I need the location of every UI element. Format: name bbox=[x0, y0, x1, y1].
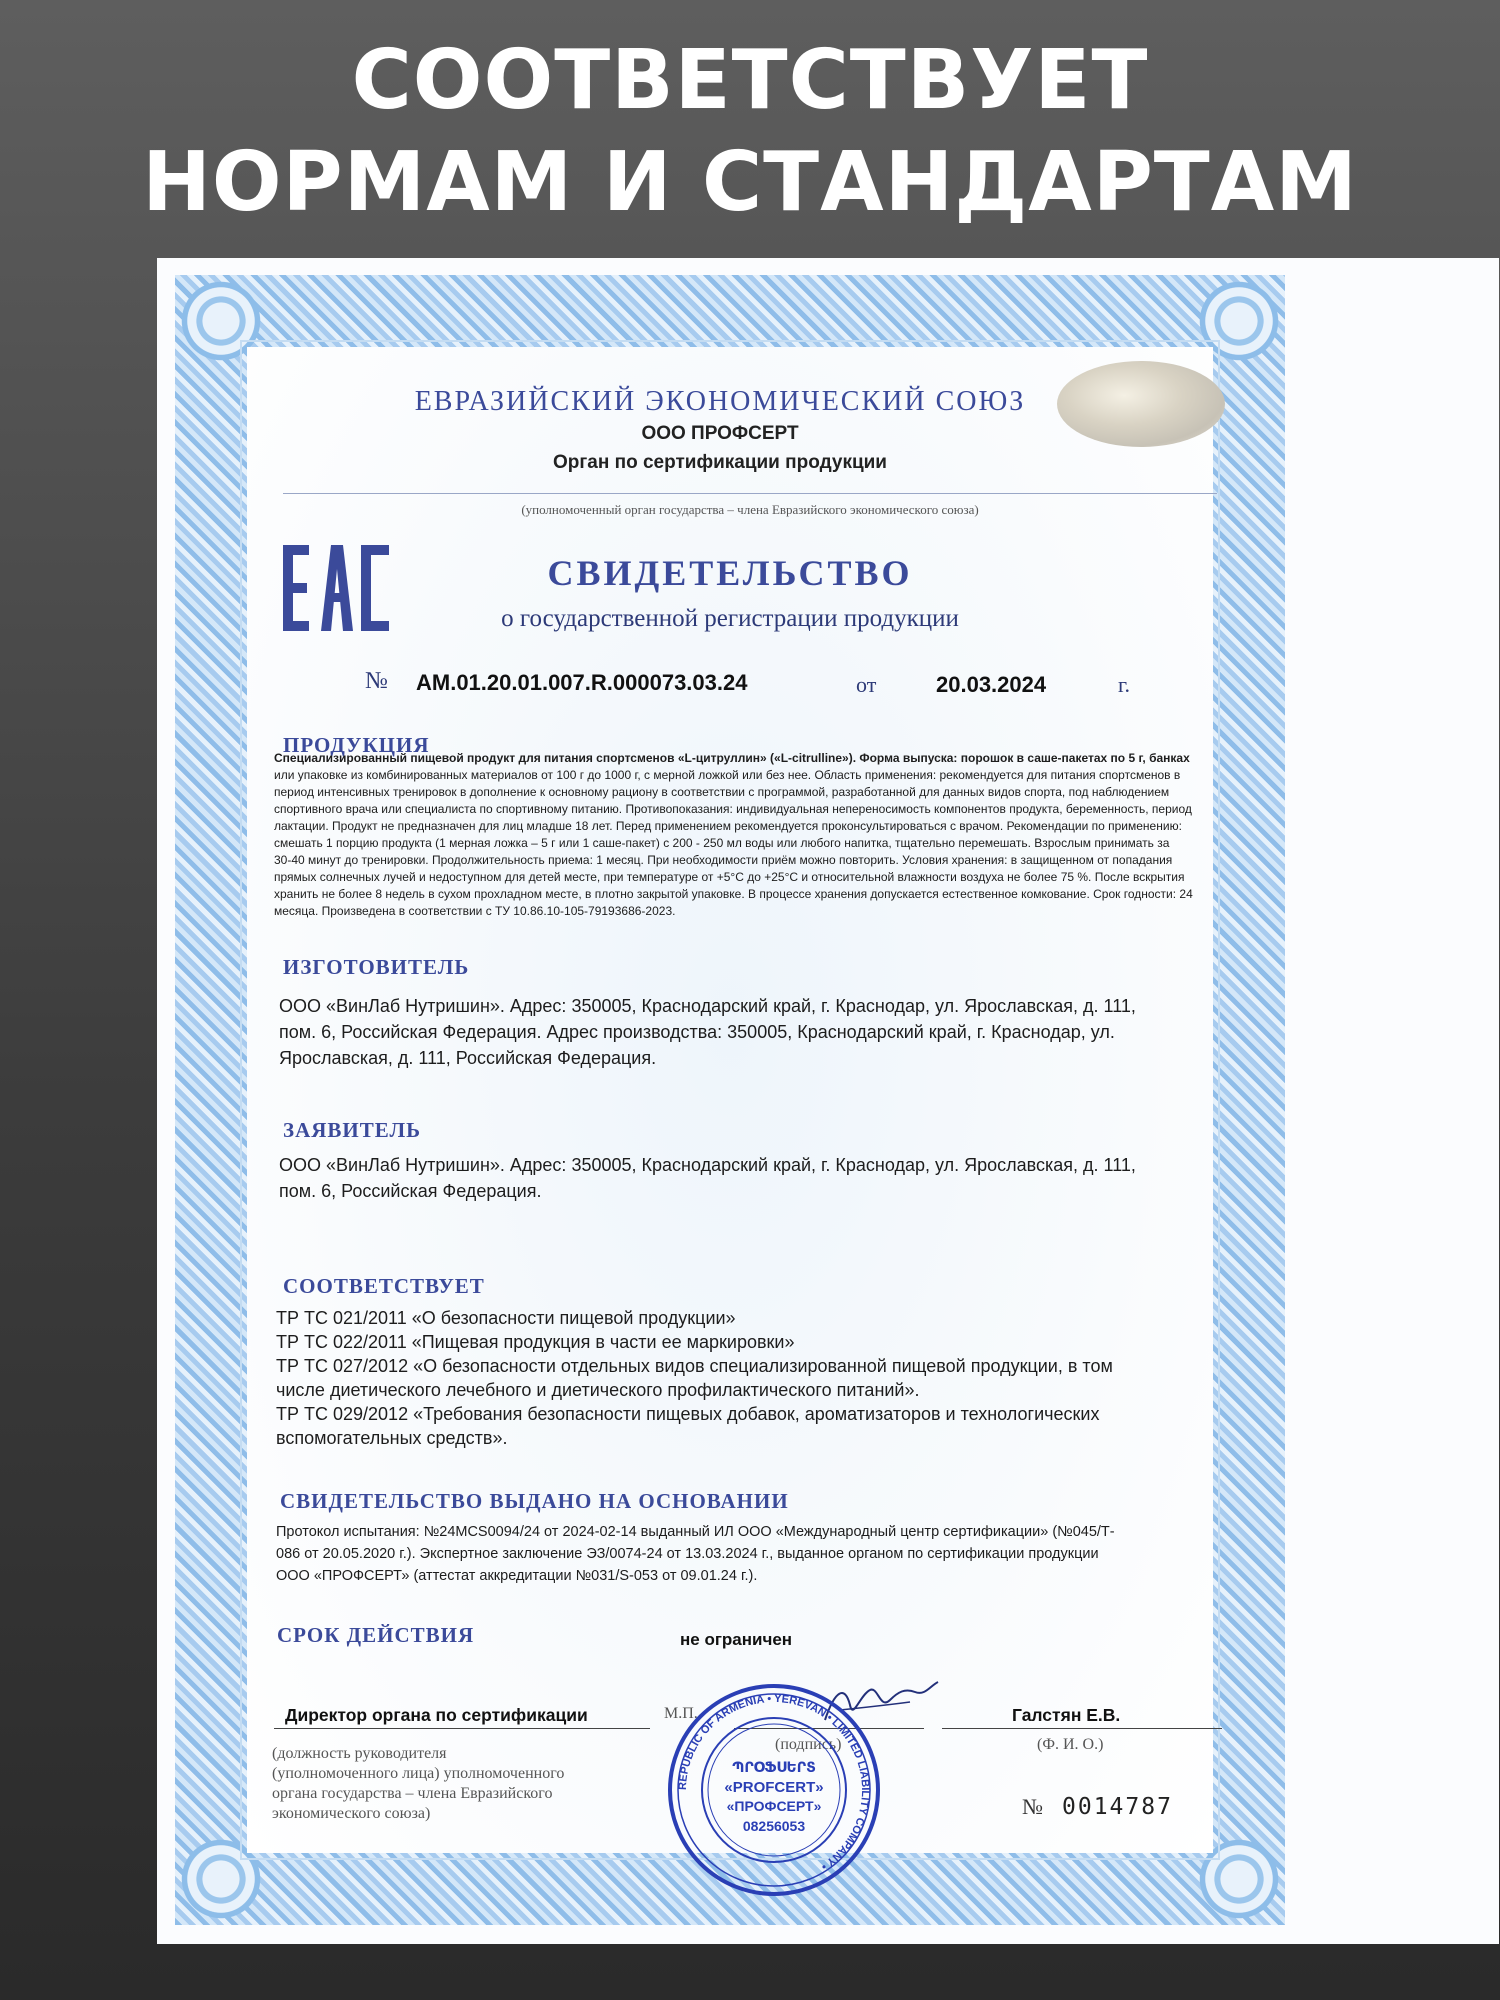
signature-caption: (подпись) bbox=[775, 1736, 842, 1753]
manufacturer-line: пом. 6, Российская Федерация. Адрес производства: 350005, Краснодарский край, г. Краснодар, ул. bbox=[279, 1022, 1115, 1042]
regulation-item: вспомогательных средств». bbox=[276, 1428, 508, 1448]
year-suffix: г. bbox=[1118, 672, 1131, 697]
certificate-number: AM.01.20.01.007.R.000073.03.24 bbox=[416, 670, 748, 695]
seal-number: 08256053 bbox=[742, 1818, 806, 1834]
regulation-item: ТР ТС 022/2011 «Пищевая продукция в части ее маркировки» bbox=[276, 1332, 795, 1352]
position-underline bbox=[274, 1728, 650, 1729]
validity-heading: СРОК ДЕЙСТВИЯ bbox=[277, 1623, 475, 1647]
product-heading: ПРОДУКЦИЯ bbox=[283, 733, 430, 757]
banner-line-1: СООТВЕТСТВУЕТ bbox=[351, 33, 1149, 128]
name-underline bbox=[942, 1728, 1222, 1729]
director-position: Директор органа по сертификации bbox=[285, 1705, 588, 1725]
seal-latin-name: «PROFCERT» bbox=[724, 1779, 824, 1796]
seal-armenian-name: ՊՐՕՖՍԵՐՏ bbox=[732, 1760, 816, 1776]
validity-value: не ограничен bbox=[680, 1630, 793, 1649]
position-caption bbox=[272, 1744, 652, 1824]
promo-banner bbox=[0, 30, 1500, 234]
product-line: месяца. Произведена в соответствии с ТУ 10.86.10-105-79193686-2023. bbox=[274, 904, 676, 918]
basis-line: ООО «ПРОФСЕРТ» (аттестат аккредитации №031/S-053 от 09.01.24 г.). bbox=[276, 1568, 758, 1584]
product-line: или упаковке из комбинированных материалов от 100 г до 1000 г, с мерной ложкой или без нее. Область применения: рекомендуется для питания спортсменов в bbox=[274, 768, 1181, 782]
product-line: Специализированный пищевой продукт для питания спортсменов «L-цитруллин» («L-citrulline»). Форма выпуска: порошок в саше-пакетах по 5 г, банках bbox=[274, 751, 1190, 765]
basis-line: 086 от 20.05.2020 г.). Экспертное заключение ЭЗ/0074-24 от 13.03.2024 г., выданное органом по сертификации продукции bbox=[276, 1546, 1099, 1562]
certificate-subtitle: о государственной регистрации продукции bbox=[501, 605, 959, 632]
product-line: 30-40 минут до тренировки. Продолжительность приема: 1 месяц. При необходимости приём можно повторить. Условия хранения: в защищенном от попадания bbox=[274, 853, 1173, 867]
date-label: от bbox=[856, 672, 877, 697]
certificate-title: СВИДЕТЕЛЬСТВО bbox=[547, 553, 913, 593]
applicant-line: ООО «ВинЛаб Нутришин». Адрес: 350005, Краснодарский край, г. Краснодар, ул. Ярославская, д. 111, bbox=[279, 1155, 1136, 1175]
manufacturer-line: ООО «ВинЛаб Нутришин». Адрес: 350005, Краснодарский край, г. Краснодар, ул. Ярославская, д. 111, bbox=[279, 996, 1136, 1016]
position-caption-line: (должность руководителя bbox=[272, 1745, 447, 1762]
header-caption: (уполномоченный орган государства – члена Евразийского экономического союза) bbox=[521, 502, 979, 517]
union-title: ЕВРАЗИЙСКИЙ ЭКОНОМИЧЕСКИЙ СОЮЗ bbox=[414, 386, 1026, 417]
basis-line: Протокол испытания: №24MCS0094/24 от 2024-02-14 выданный ИЛ ООО «Международный центр сертификации» (№045/Т- bbox=[276, 1524, 1115, 1540]
product-line: хранить не более 8 недель в сухом прохладном месте, в плотно закрытой упаковке. В процессе хранения допускается естественное комкование. Срок годности: 24 bbox=[274, 887, 1193, 901]
banner-line-2: НОРМАМ И СТАНДАРТАМ bbox=[142, 135, 1358, 230]
manufacturer-line: Ярославская, д. 111, Российская Федерация. bbox=[279, 1048, 657, 1068]
position-caption-line: (уполномоченного лица) уполномоченного bbox=[272, 1765, 565, 1782]
official-round-seal bbox=[664, 1680, 884, 1900]
regulation-item: ТР ТС 029/2012 «Требования безопасности пищевых добавок, ароматизаторов и технологических bbox=[276, 1404, 1100, 1424]
product-line: прямых солнечных лучей и недоступном для детей месте, при температуре от +5°С до +25°С и относительной влажности воздуха не более 75 %. После вскрытия bbox=[274, 870, 1185, 884]
product-description bbox=[274, 750, 1234, 920]
org-body: Орган по сертификации продукции bbox=[552, 452, 887, 473]
product-line: лактации. Продукт не предназначен для лиц младше 18 лет. Перед применением рекомендуется проконсультироваться с врачом. Рекомендации по применению: bbox=[274, 819, 1182, 833]
header-divider bbox=[283, 493, 1217, 494]
manufacturer-heading: ИЗГОТОВИТЕЛЬ bbox=[283, 955, 470, 979]
manufacturer-details bbox=[279, 993, 1229, 1071]
basis-heading: СВИДЕТЕЛЬСТВО ВЫДАНО НА ОСНОВАНИИ bbox=[280, 1489, 789, 1513]
regulation-item: ТР ТС 021/2011 «О безопасности пищевой продукции» bbox=[276, 1308, 736, 1328]
product-line: период интенсивных тренировок в дополнение к основному рациону в соответствии с программой, разработанной для данных видов спорта, под наблюдением bbox=[274, 785, 1170, 799]
applicant-heading: ЗАЯВИТЕЛЬ bbox=[283, 1118, 422, 1142]
director-name: Галстян Е.В. bbox=[1012, 1705, 1121, 1725]
regulation-item: числе диетического лечебного и диетического профилактического питаний». bbox=[276, 1380, 920, 1400]
certificate-date: 20.03.2024 bbox=[936, 672, 1047, 697]
seal-ring-text: REPUBLIC OF ARMENIA • YEREVAN • LIMITED LIABILITY COMPANY • bbox=[676, 1692, 872, 1873]
basis-details bbox=[276, 1521, 1236, 1587]
serial-number: 0014787 bbox=[1062, 1794, 1173, 1820]
product-line: спортивного врача или специалиста по спортивному питанию. Противопоказания: индивидуальная непереносимость компонентов продукта, беременность, период bbox=[274, 802, 1192, 816]
position-caption-line: органа государства – члена Евразийского bbox=[272, 1785, 553, 1802]
stamp-place: М.П. bbox=[664, 1705, 698, 1722]
eac-logo bbox=[281, 543, 391, 633]
product-line: смешать 1 порцию продукта (1 мерная ложка – 5 г или 1 саше-пакет) с 200 - 250 мл воды или любого напитка, тщательно перемешать. Взрослым принимать за bbox=[274, 836, 1170, 850]
number-label: № bbox=[365, 668, 388, 694]
seal-cyrillic-name: «ПРОФСЕРТ» bbox=[726, 1798, 822, 1814]
applicant-details bbox=[279, 1152, 1229, 1204]
org-name: ООО ПРОФСЕРТ bbox=[641, 423, 799, 444]
name-caption: (Ф. И. О.) bbox=[1037, 1736, 1104, 1753]
conforms-heading: СООТВЕТСТВУЕТ bbox=[283, 1274, 485, 1298]
position-caption-line: экономического союза) bbox=[272, 1805, 431, 1822]
regulation-item: ТР ТС 027/2012 «О безопасности отдельных видов специализированной пищевой продукции, в том bbox=[276, 1356, 1113, 1376]
serial-label: № bbox=[1022, 1794, 1043, 1819]
conforms-list bbox=[276, 1306, 1226, 1450]
applicant-line: пом. 6, Российская Федерация. bbox=[279, 1181, 542, 1201]
